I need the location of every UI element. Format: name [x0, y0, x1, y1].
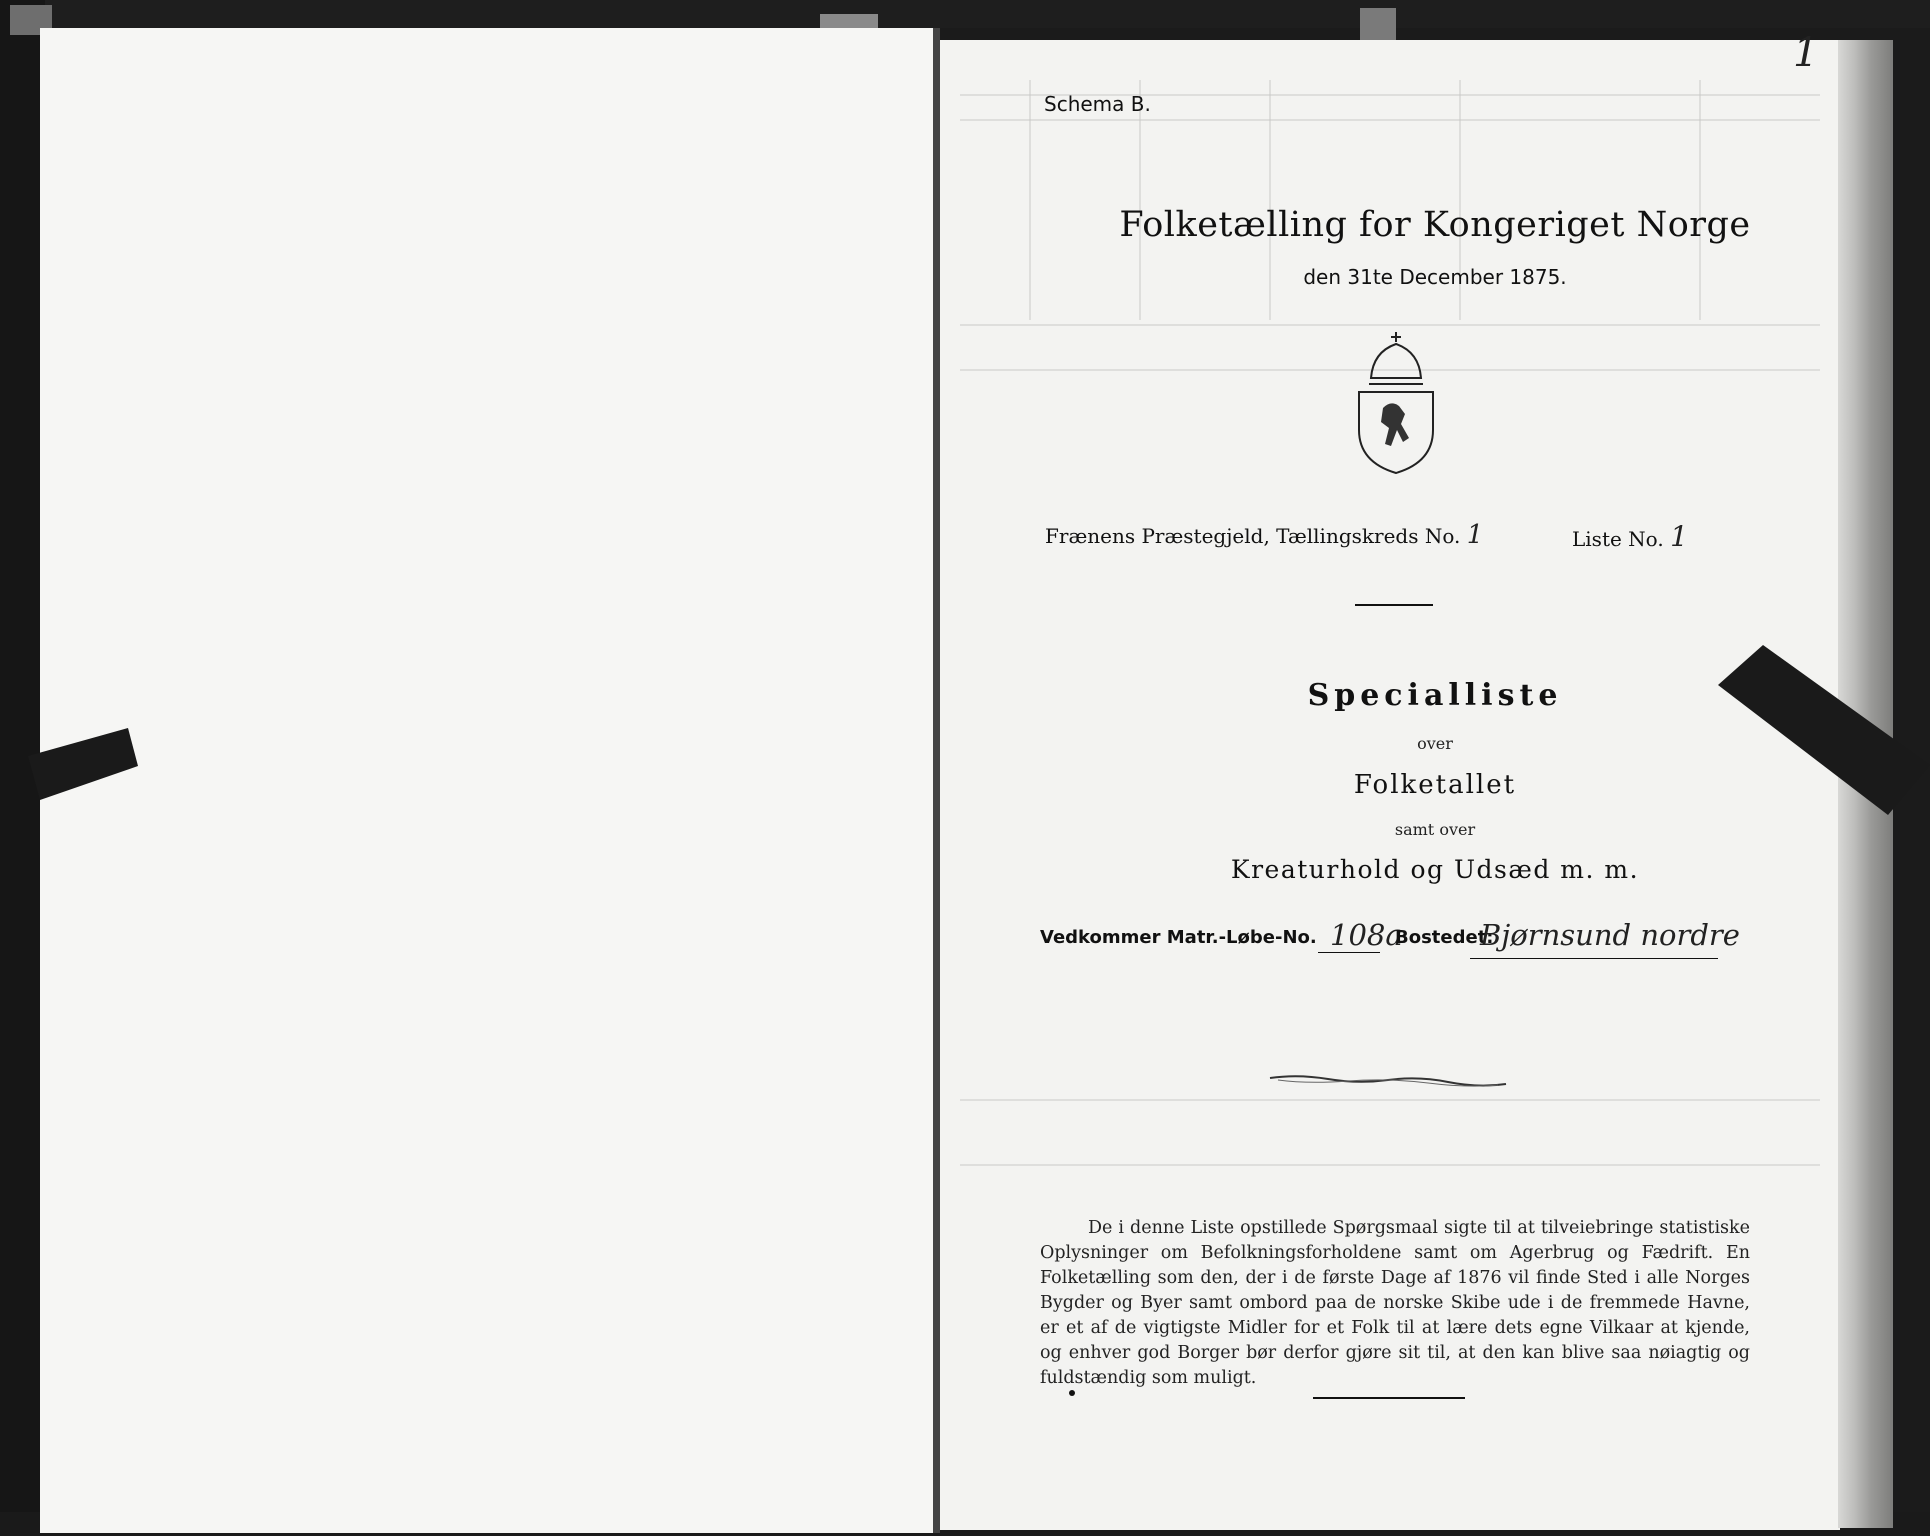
- list-label: Liste No.: [1572, 527, 1664, 551]
- district-line: [1045, 520, 1483, 550]
- bottom-rule: [1313, 1397, 1465, 1399]
- list-number: [1572, 520, 1688, 553]
- heading-folketallet: Folketallet: [1353, 770, 1517, 800]
- page-title: Folketælling for Kongeriget Norge: [1119, 205, 1751, 245]
- matr-label: Vedkommer Matr.-Løbe-No.: [1040, 927, 1317, 948]
- coat-of-arms-icon: [1353, 330, 1439, 475]
- schema-label: Schema B.: [1044, 92, 1151, 116]
- book-cover-top: [0, 0, 1930, 28]
- instruction-paragraph: De i denne Liste opstillede Spørgsmaal sigte til at tilveiebringe statistiske Oplysninger om Befolkningsforholdene samt om Agerbrug og Fædrift. En Folketælling som den, der i de første Dage af 1876 vil finde Sted i alle Norges Bygder og Byer samt ombord paa de norske Skibe ude i de fremmede Havne, er et af de vigtigste Midler for et Folk til at lære dets egne Vilkaar at kjende, og enhver god Borger bør derfor gjøre sit til, at den kan blive saa nøiagtig og fuldstændig som muligt.: [1040, 1218, 1750, 1388]
- ink-dot: [1069, 1390, 1075, 1396]
- ribbon-marker-left: [28, 728, 138, 800]
- page-subtitle: den 31te December 1875.: [1303, 265, 1567, 289]
- over-text: over: [1417, 734, 1453, 753]
- heading-kreaturhold: Kreaturhold og Udsæd m. m.: [1230, 855, 1640, 884]
- list-value: 1: [1670, 520, 1688, 553]
- circuit-label: Tællingskreds No.: [1276, 524, 1461, 548]
- bosted-label: Bostedet:: [1395, 927, 1494, 948]
- left-page-blank: [40, 28, 935, 1533]
- book-gutter: [933, 28, 940, 1533]
- matr-underline: [1318, 952, 1380, 953]
- matr-value: 108a: [1330, 918, 1403, 952]
- heading-specialliste: Specialliste: [1307, 678, 1563, 713]
- cover-tab: [1360, 8, 1396, 42]
- bosted-value: Bjørnsund nordre: [1480, 918, 1740, 952]
- page-number: 1: [1793, 30, 1819, 76]
- divider: [1355, 604, 1433, 606]
- bosted-underline: [1470, 958, 1718, 959]
- parish-text: Frænens Præstegjeld,: [1045, 524, 1270, 548]
- samt-over-text: samt over: [1394, 820, 1476, 839]
- ornament-rule: [1268, 1070, 1508, 1090]
- circuit-value: 1: [1466, 520, 1484, 550]
